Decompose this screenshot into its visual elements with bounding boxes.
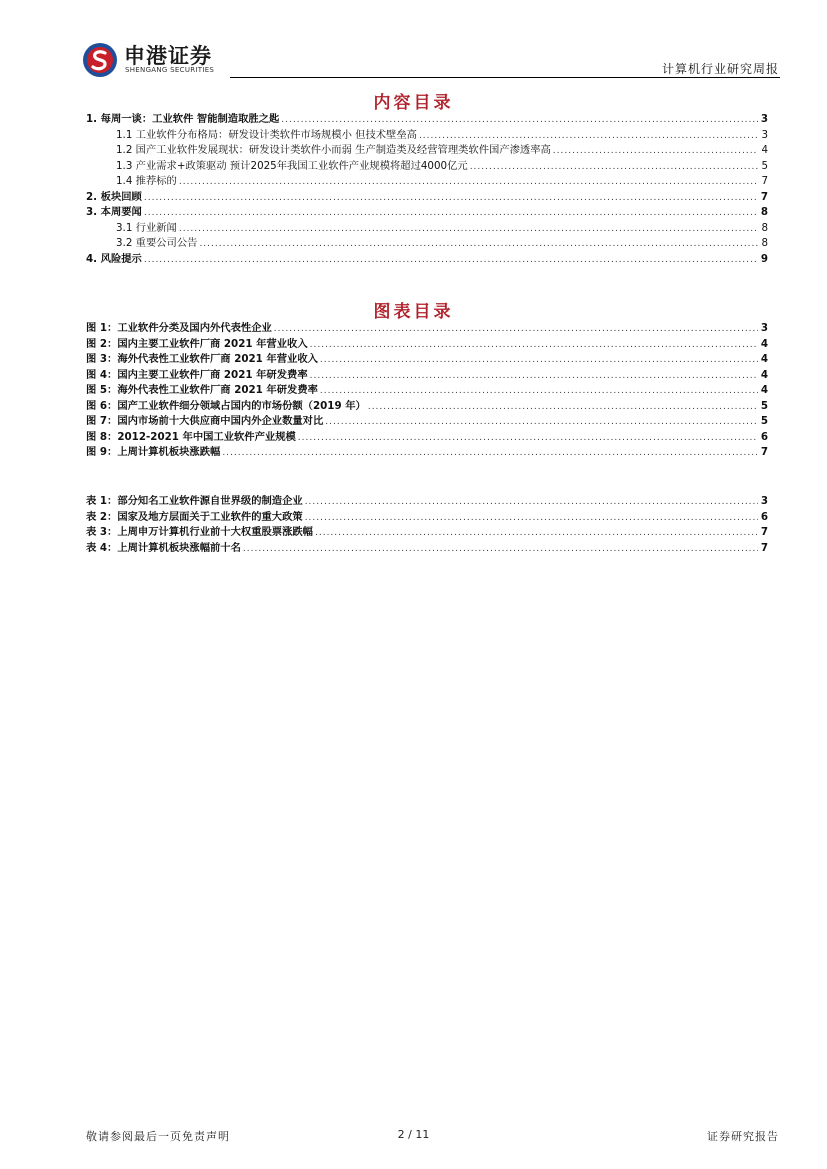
- table-entry-label: 表 3：上周申万计算机行业前十大权重股票涨跌幅: [86, 526, 313, 538]
- figure-entry[interactable]: [86, 430, 768, 446]
- toc-entry-page: 3: [760, 113, 768, 125]
- toc-leader-dots: [179, 221, 758, 238]
- toc-entry-label: 1.1 工业软件分布格局：研发设计类软件市场规模小 但技术壁垒高: [116, 128, 417, 141]
- figure-entry[interactable]: [86, 337, 768, 353]
- figure-entry-label: 图 3：海外代表性工业软件厂商 2021 年营业收入: [86, 353, 318, 365]
- toc-entry-page: 9: [760, 252, 768, 265]
- figure-leader-dots: [222, 445, 758, 462]
- toc-entry[interactable]: [86, 221, 768, 237]
- figure-entry-label: 图 6：国产工业软件细分领域占国内的市场份额（2019 年）: [86, 399, 366, 412]
- report-type-title: 计算机行业研究周报: [661, 62, 779, 76]
- figure-entry[interactable]: [86, 414, 768, 430]
- toc-leader-dots: [199, 236, 758, 253]
- toc-entry-page: 8: [760, 206, 768, 218]
- page-header: [0, 0, 827, 80]
- toc-entry[interactable]: [86, 159, 768, 175]
- toc-entry[interactable]: [86, 205, 768, 221]
- toc-entry-label: 2. 板块回顾: [86, 190, 142, 203]
- figures-title: 图表目录: [373, 302, 454, 322]
- toc-leader-dots: [419, 128, 758, 145]
- toc-title: 内容目录: [373, 93, 454, 113]
- page-number: 2 / 11: [397, 1128, 430, 1141]
- toc-leader-dots: [144, 252, 758, 269]
- table-entry-label: 表 1：部分知名工业软件源自世界级的制造企业: [86, 495, 303, 507]
- figure-entry[interactable]: [86, 383, 768, 399]
- disclaimer-note: 敬请参阅最后一页免责声明: [86, 1130, 230, 1143]
- toc-entry[interactable]: [86, 128, 768, 144]
- toc-entry-label: 1.2 国产工业软件发展现状：研发设计类软件小而弱 生产制造类及经营管理类软件国产渗透率高: [116, 144, 551, 156]
- toc-entry[interactable]: [86, 252, 768, 268]
- toc-entry[interactable]: [86, 143, 768, 159]
- toc-entry[interactable]: [86, 174, 768, 190]
- toc-entry-page: 5: [761, 159, 768, 172]
- figure-entry[interactable]: [86, 445, 768, 461]
- figure-entry-label: 图 9：上周计算机板块涨跌幅: [86, 446, 221, 458]
- toc-leader-dots: [281, 112, 758, 129]
- toc-entry[interactable]: [86, 236, 768, 252]
- toc-leader-dots: [144, 205, 758, 222]
- table-entry-label: 表 2：国家及地方层面关于工业软件的重大政策: [86, 510, 303, 523]
- tables-list: [86, 494, 768, 556]
- figure-entry-page: 7: [760, 446, 768, 458]
- figure-entry-page: 5: [760, 415, 768, 427]
- figure-entry-label: 图 4：国内主要工业软件厂商 2021 年研发费率: [86, 368, 308, 381]
- toc-entry-page: 7: [760, 190, 768, 203]
- toc-entry-label: 3.2 重要公司公告: [116, 237, 198, 249]
- toc-leader-dots: [144, 190, 758, 207]
- toc-entry-page: 8: [761, 237, 768, 249]
- toc-entry-label: 1. 每周一谈：工业软件 智能制造取胜之匙: [86, 113, 280, 125]
- page-footer: [0, 1128, 827, 1148]
- figure-entry-label: 图 7：国内市场前十大供应商中国内外企业数量对比: [86, 415, 324, 427]
- table-leader-dots: [315, 525, 758, 542]
- toc-entry[interactable]: [86, 190, 768, 206]
- brand-name-en: SHENGANG SECURITIES: [125, 66, 215, 74]
- table-leader-dots: [305, 494, 758, 511]
- table-entry-page: 7: [760, 541, 768, 554]
- toc-leader-dots: [179, 174, 758, 191]
- toc-entry-label: 3.1 行业新闻: [116, 221, 177, 234]
- table-entry-label: 表 4：上周计算机板块涨幅前十名: [86, 541, 241, 554]
- figure-entry[interactable]: [86, 352, 768, 368]
- figure-entry-page: 4: [760, 384, 768, 396]
- toc-entry-label: 4. 风险提示: [86, 252, 142, 265]
- report-label: 证券研究报告: [707, 1130, 779, 1143]
- toc-entry-label: 3. 本周要闻: [86, 206, 142, 218]
- table-entry-page: 3: [760, 495, 768, 507]
- toc-entry[interactable]: [86, 112, 768, 128]
- figure-entry-page: 4: [760, 353, 768, 365]
- figure-leader-dots: [325, 414, 758, 431]
- table-entry-page: 7: [760, 526, 768, 538]
- table-entry[interactable]: [86, 525, 768, 541]
- table-entry[interactable]: [86, 510, 768, 526]
- table-entry[interactable]: [86, 494, 768, 510]
- figure-entry-page: 6: [760, 430, 768, 443]
- figure-entry[interactable]: [86, 321, 768, 337]
- toc-leader-dots: [553, 143, 758, 160]
- figure-entry-page: 3: [760, 322, 768, 334]
- figures-list: [86, 321, 768, 461]
- figure-leader-dots: [368, 399, 758, 416]
- figure-entry-label: 图 2：国内主要工业软件厂商 2021 年营业收入: [86, 337, 308, 350]
- header-divider: [230, 77, 780, 78]
- brand-name-cn: 申港证券: [124, 44, 212, 68]
- figure-entry-page: 4: [760, 368, 768, 381]
- figure-leader-dots: [274, 321, 758, 338]
- toc-entry-page: 7: [761, 175, 768, 187]
- figure-leader-dots: [310, 368, 758, 385]
- toc-entry-label: 1.4 推荐标的: [116, 175, 177, 187]
- toc-list: [86, 112, 768, 267]
- toc-entry-page: 4: [761, 144, 768, 156]
- figure-entry[interactable]: [86, 368, 768, 384]
- figure-entry-page: 4: [760, 337, 768, 350]
- figure-leader-dots: [298, 430, 758, 447]
- figure-entry-label: 图 8：2012-2021 年中国工业软件产业规模: [86, 430, 296, 443]
- figure-leader-dots: [320, 383, 758, 400]
- toc-entry-page: 8: [761, 221, 768, 234]
- figure-entry[interactable]: [86, 399, 768, 415]
- table-entry[interactable]: [86, 541, 768, 557]
- table-entry-page: 6: [760, 510, 768, 523]
- figure-entry-page: 5: [760, 399, 768, 412]
- figure-entry-label: 图 5：海外代表性工业软件厂商 2021 年研发费率: [86, 384, 318, 396]
- shengang-logo-icon: [82, 42, 118, 78]
- toc-entry-page: 3: [761, 128, 768, 141]
- figure-leader-dots: [310, 337, 758, 354]
- toc-leader-dots: [470, 159, 758, 176]
- table-leader-dots: [243, 541, 758, 558]
- figure-leader-dots: [320, 352, 758, 369]
- figure-entry-label: 图 1：工业软件分类及国内外代表性企业: [86, 322, 272, 334]
- toc-entry-label: 1.3 产业需求+政策驱动 预计2025年我国工业软件产业规模将超过4000亿元: [116, 159, 468, 172]
- table-leader-dots: [305, 510, 758, 527]
